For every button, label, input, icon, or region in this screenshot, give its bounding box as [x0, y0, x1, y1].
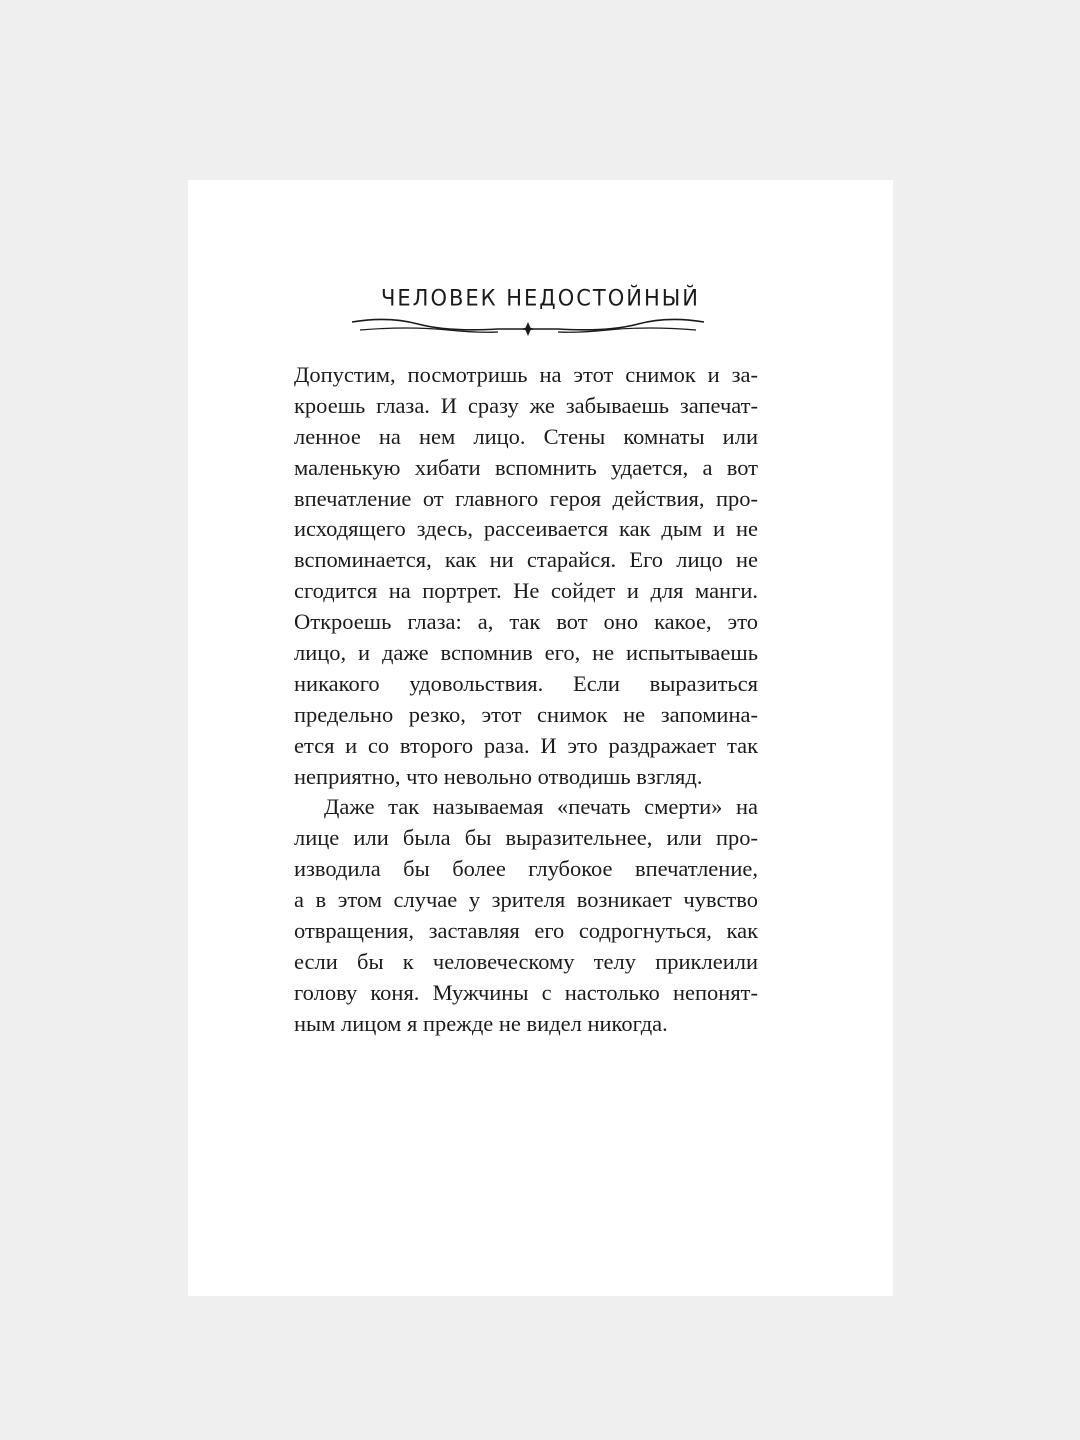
text-line: ется и со второго раза. И это раздражает так — [294, 732, 758, 758]
text-line: неприятно, что невольно отводишь взгляд. — [294, 763, 703, 789]
text-line: предельно резко, этот снимок не запомина- — [294, 701, 758, 727]
paragraph — [294, 792, 758, 1039]
text-line: вспоминается, как ни старайся. Его лицо не — [294, 547, 758, 573]
text-line: если бы к человеческому телу приклеили — [294, 948, 758, 974]
ornament-divider-icon — [348, 312, 708, 342]
text-line: голову коня. Мужчины с настолько непонят- — [294, 979, 758, 1005]
text-line: а в этом случае у зрителя возникает чувство — [294, 887, 758, 913]
text-line: кроешь глаза. И сразу же забываешь запечат- — [294, 392, 758, 418]
text-line: Даже так называемая «печать смерти» на — [324, 794, 758, 820]
text-line: впечатление от главного героя действия, про- — [294, 485, 758, 511]
text-line: исходящего здесь, рассеивается как дым и не — [294, 516, 758, 542]
text-line: ленное на нем лицо. Стены комнаты или — [294, 423, 758, 449]
text-line: ным лицом я прежде не видел никогда. — [294, 1010, 668, 1036]
text-line: никакого удовольствия. Если выразиться — [294, 670, 758, 696]
body-text — [294, 360, 758, 1040]
text-line: маленькую хибати вспомнить удается, а вот — [294, 454, 758, 480]
text-line: сгодится на портрет. Не сойдет и для манги. — [294, 578, 758, 604]
text-line: Откроешь глаза: а, так вот оно какое, это — [294, 609, 758, 635]
paragraph — [294, 360, 758, 792]
running-head: ЧЕЛОВЕК НЕДОСТОЙНЫЙ — [381, 285, 700, 311]
text-line: отвращения, заставляя его содрогнуться, как — [294, 918, 758, 944]
text-line: изводила бы более глубокое впечатление, — [294, 856, 758, 882]
text-line: Допустим, посмотришь на этот снимок и за- — [294, 362, 758, 387]
book-page — [188, 180, 893, 1296]
text-line: лицо, и даже вспомнив его, не испытываешь — [294, 640, 758, 666]
text-line: лице или была бы выразительнее, или про- — [294, 825, 758, 851]
